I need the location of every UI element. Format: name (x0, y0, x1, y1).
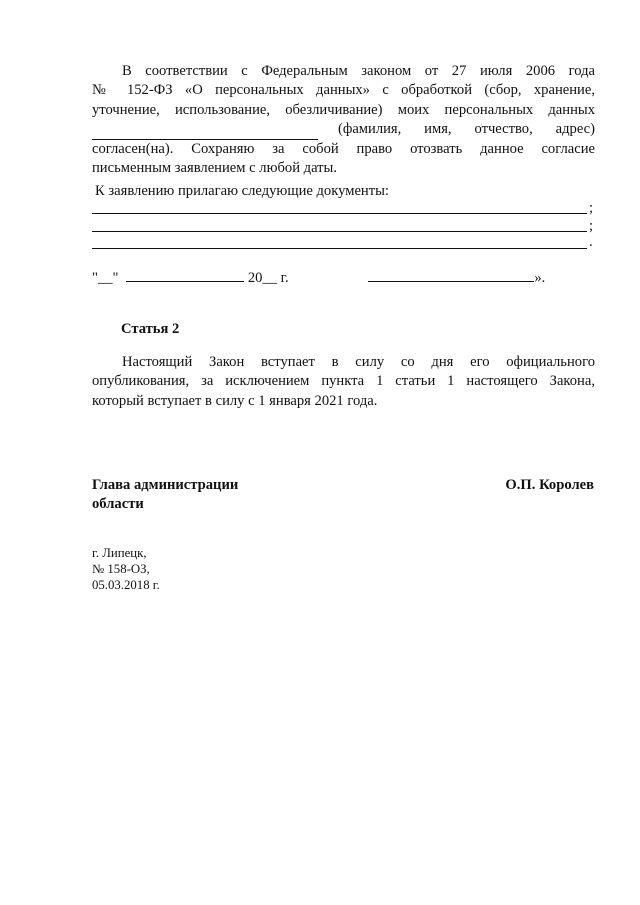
consent-line-1: В соответствии с Федеральным законом от 27 июля 2006 года (122, 63, 595, 79)
attachment-line-3[interactable] (92, 248, 587, 249)
date-signature-line (92, 268, 595, 288)
publication-number: № 158-ОЗ, (92, 562, 150, 577)
signer-position-line-2: области (92, 496, 144, 513)
attachments-intro: К заявлению прилагаю следующие документы: (95, 183, 389, 199)
article-line-1: Настоящий Закон вступает в силу со дня его официального (122, 354, 595, 370)
signer-position (92, 476, 238, 515)
publication-info (92, 545, 160, 594)
attachment-end-1: ; (589, 200, 594, 216)
consent-line-5: согласен(на). Сохраняю за собой право отозвать данное согласие (92, 140, 595, 157)
attachment-end-2: ; (589, 218, 594, 234)
date-year-field: 20__ г. (247, 270, 289, 286)
signer-name: О.П. Королев (505, 477, 594, 493)
consent-line-2: № 152-ФЗ «О персональных данных» с обработкой (сбор, хранение, (92, 82, 595, 99)
attachment-end-3: . (589, 234, 593, 250)
article-heading: Статья 2 (121, 321, 180, 337)
publication-city: г. Липецк, (92, 546, 147, 560)
attachment-line-2[interactable] (92, 231, 587, 232)
personal-data-blank[interactable] (92, 126, 318, 140)
article-line-3: который вступает в силу с 1 января 2021 года. (92, 392, 378, 409)
article-paragraph (92, 353, 595, 411)
date-day-field: "__" (92, 270, 119, 286)
signature-blank[interactable] (368, 268, 534, 282)
article-line-2: опубликования, за исключением пункта 1 статьи 1 настоящего Закона, (92, 373, 595, 390)
date-month-blank[interactable] (126, 268, 244, 282)
consent-paragraph (92, 62, 595, 178)
consent-line-6: письменным заявлением с любой даты. (92, 160, 338, 177)
signature-end: ». (534, 270, 546, 286)
publication-date: 05.03.2018 г. (92, 578, 160, 593)
consent-line-4 (92, 120, 595, 139)
consent-line-4-tail: (фамилия, имя, отчество, адрес) (338, 121, 595, 138)
attachment-line-1[interactable] (92, 213, 587, 214)
signer-position-line-1: Глава администрации (92, 477, 239, 493)
attachments-block (92, 182, 595, 201)
consent-line-3: уточнение, использование, обезличивание) моих персональных данных (92, 101, 595, 118)
